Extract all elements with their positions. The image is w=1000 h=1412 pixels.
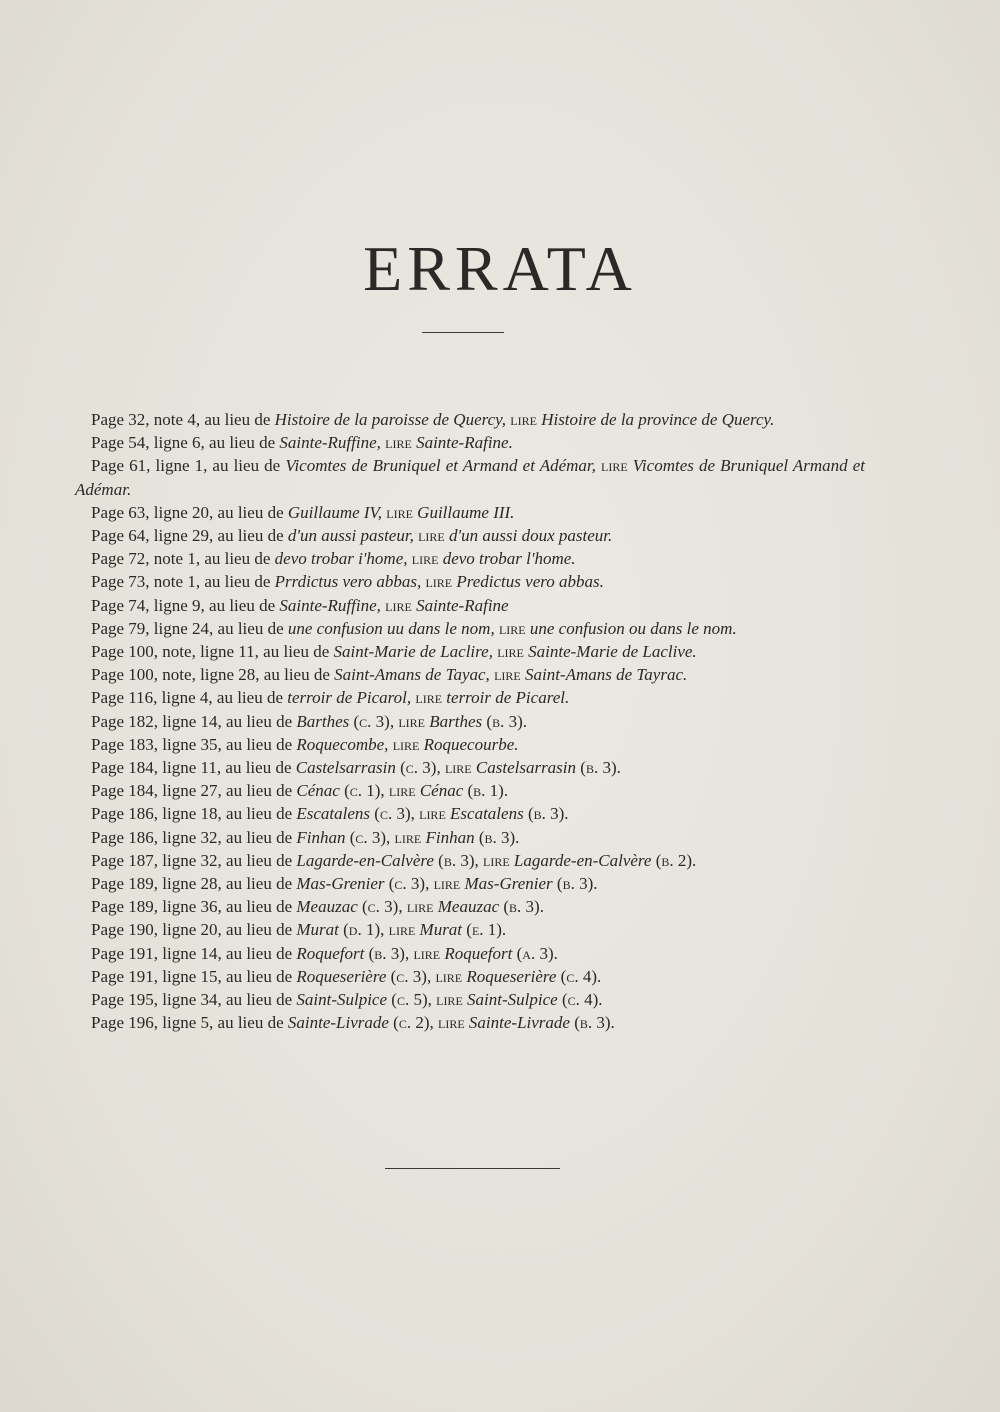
page-title: ERRATA bbox=[363, 233, 637, 304]
closing-divider bbox=[385, 1168, 560, 1169]
errata-entry: Page 182, ligne 14, au lieu de Barthes (c. 3), lire Barthes (b. 3). bbox=[91, 711, 527, 731]
errata-entry: Page 191, ligne 14, au lieu de Roquefort (b. 3), lire Roquefort (a. 3). bbox=[91, 943, 558, 963]
errata-entry: Page 190, ligne 20, au lieu de Murat (d. 1), lire Murat (e. 1). bbox=[91, 920, 507, 940]
errata-entry: Page 191, ligne 15, au lieu de Roqueserière (c. 3), lire Roqueserière (c. 4). bbox=[91, 966, 602, 986]
errata-entry: Page 116, ligne 4, au lieu de terroir de Picarol, lire terroir de Picarel. bbox=[91, 688, 570, 708]
errata-entry: Page 186, ligne 18, au lieu de Escatalens (c. 3), lire Escatalens (b. 3). bbox=[91, 804, 569, 824]
errata-entry: Page 189, ligne 36, au lieu de Meauzac (c. 3), lire Meauzac (b. 3). bbox=[91, 897, 544, 917]
errata-entry: Page 100, note, ligne 28, au lieu de Saint-Amans de Tayac, lire Saint-Amans de Tayrac. bbox=[91, 665, 688, 685]
errata-entry: Page 64, ligne 29, au lieu de d'un aussi pasteur, lire d'un aussi doux pasteur. bbox=[91, 526, 613, 546]
errata-entry: Page 196, ligne 5, au lieu de Sainte-Livrade (c. 2), lire Sainte-Livrade (b. 3). bbox=[91, 1013, 615, 1033]
errata-entry: Page 195, ligne 34, au lieu de Saint-Sulpice (c. 5), lire Saint-Sulpice (c. 4). bbox=[91, 990, 603, 1010]
errata-entry: Page 187, ligne 32, au lieu de Lagarde-en-Calvère (b. 3), lire Lagarde-en-Calvère (b. 2). bbox=[91, 850, 697, 870]
errata-entry: Page 73, note 1, au lieu de Prrdictus vero abbas, lire Predictus vero abbas. bbox=[91, 572, 604, 592]
errata-entry: Page 189, ligne 28, au lieu de Mas-Grenier (c. 3), lire Mas-Grenier (b. 3). bbox=[91, 874, 598, 894]
errata-entry: Page 186, ligne 32, au lieu de Finhan (c. 3), lire Finhan (b. 3). bbox=[91, 827, 520, 847]
errata-list bbox=[75, 408, 865, 1034]
errata-entry: Page 61, ligne 1, au lieu de Vicomtes de Bruniquel et Armand et Adémar, lire Vicomtes de Bruniquel Armand et Adémar. bbox=[75, 456, 866, 499]
errata-entry: Page 74, ligne 9, au lieu de Sainte-Ruffine, lire Sainte-Rafine bbox=[91, 595, 509, 615]
errata-entry: Page 184, ligne 27, au lieu de Cénac (c. 1), lire Cénac (b. 1). bbox=[91, 781, 509, 801]
errata-entry: Page 72, note 1, au lieu de devo trobar i'home, lire devo trobar l'home. bbox=[91, 549, 576, 569]
errata-entry: Page 79, ligne 24, au lieu de une confusion uu dans le nom, lire une confusion ou dans le nom. bbox=[91, 618, 737, 638]
title-divider bbox=[422, 332, 504, 333]
errata-entry: Page 184, ligne 11, au lieu de Castelsarrasin (c. 3), lire Castelsarrasin (b. 3). bbox=[91, 758, 621, 778]
errata-entry: Page 100, note, ligne 11, au lieu de Saint-Marie de Laclire, lire Sainte-Marie de Laclive. bbox=[91, 642, 697, 662]
errata-entry: Page 183, ligne 35, au lieu de Roquecombe, lire Roquecourbe. bbox=[91, 734, 519, 754]
errata-entry: Page 54, ligne 6, au lieu de Sainte-Ruffine, lire Sainte-Rafine. bbox=[91, 433, 513, 453]
errata-entry: Page 63, ligne 20, au lieu de Guillaume IV, lire Guillaume III. bbox=[91, 502, 515, 522]
errata-entry: Page 32, note 4, au lieu de Histoire de la paroisse de Quercy, lire Histoire de la province de Quercy. bbox=[91, 410, 775, 429]
